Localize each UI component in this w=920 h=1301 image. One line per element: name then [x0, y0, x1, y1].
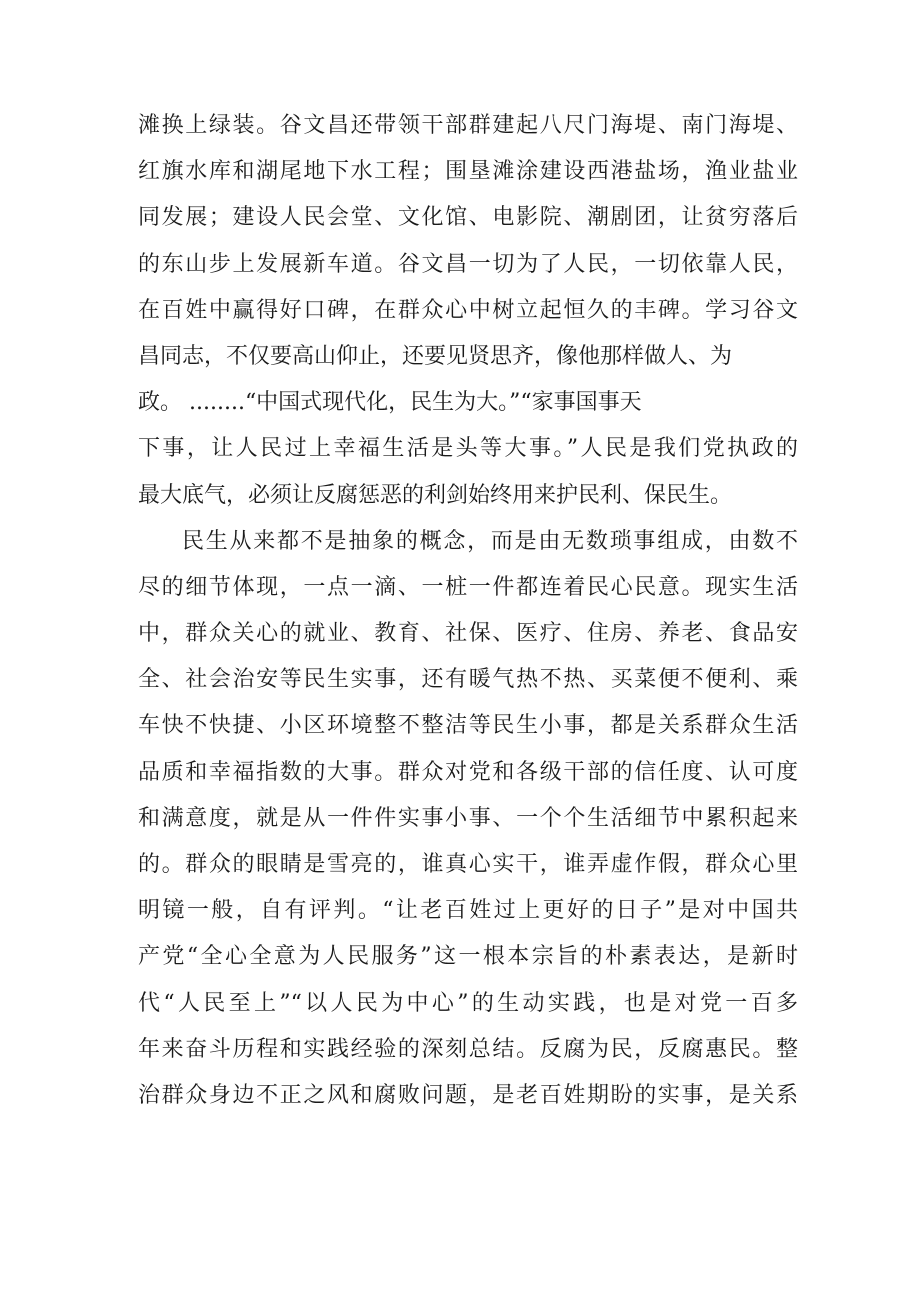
text-line-4: 的东山步上发展新车道。谷文昌一切为了人民，一切依靠人民， [138, 251, 798, 277]
text-line-22: 治群众身边不正之风和腐败问题，是老百姓期盼的实事，是关系 [138, 1082, 798, 1108]
body-text [138, 108, 798, 1124]
text-line-7: 政。 ........“中国式现代化，民生为大。”“家事国事天 [138, 390, 642, 416]
text-line-9: 最大底气，必须让反腐惩恶的利剑始终用来护民利、保民生。 [138, 482, 733, 508]
text-line-5: 在百姓中赢得好口碑，在群众心中树立起恒久的丰碑。学习谷文 [138, 297, 798, 323]
text-line-21: 年来奋斗历程和实践经验的深刻总结。反腐为民，反腐惠民。整 [138, 1036, 798, 1062]
text-line-15: 品质和幸福指数的大事。群众对党和各级干部的信任度、认可度 [138, 759, 798, 785]
text-line-18: 明镜一般，自有评判。“让老百姓过上更好的日子”是对中国共 [138, 898, 798, 924]
text-line-6: 昌同志，不仅要高山仰止，还要见贤思齐，像他那样做人、为 [138, 343, 733, 369]
text-line-3: 同发展；建设人民会堂、文化馆、电影院、潮剧团，让贫穷落后 [138, 205, 798, 231]
text-line-10: 民生从来都不是抽象的概念，而是由无数琐事组成，由数不 [182, 528, 798, 554]
text-line-2: 红旗水库和湖尾地下水工程；围垦滩涂建设西港盐场，渔业盐业 [138, 159, 798, 185]
text-line-17: 的。群众的眼睛是雪亮的，谁真心实干，谁弄虚作假，群众心里 [138, 852, 798, 877]
text-line-11: 尽的细节体现，一点一滴、一桩一件都连着民心民意。现实生活 [138, 574, 798, 600]
text-line-1: 滩换上绿装。谷文昌还带领干部群建起八尺门海堤、南门海堤、 [138, 113, 798, 138]
text-line-8: 下事，让人民过上幸福生活是头等大事。”人民是我们党执政的 [138, 436, 798, 462]
text-line-19: 产党“全心全意为人民服务”这一根本宗旨的朴素表达，是新时 [138, 944, 798, 970]
text-line-16: 和满意度，就是从一件件实事小事、一个个生活细节中累积起来 [138, 805, 798, 831]
text-line-12: 中，群众关心的就业、教育、社保、医疗、住房、养老、食品安 [138, 621, 798, 647]
text-line-20: 代“人民至上”“以人民为中心”的生动实践，也是对党一百多 [138, 990, 798, 1016]
text-line-14: 车快不快捷、小区环境整不整洁等民生小事，都是关系群众生活 [138, 713, 798, 739]
text-line-13: 全、社会治安等民生实事，还有暖气热不热、买菜便不便利、乘 [138, 667, 798, 693]
